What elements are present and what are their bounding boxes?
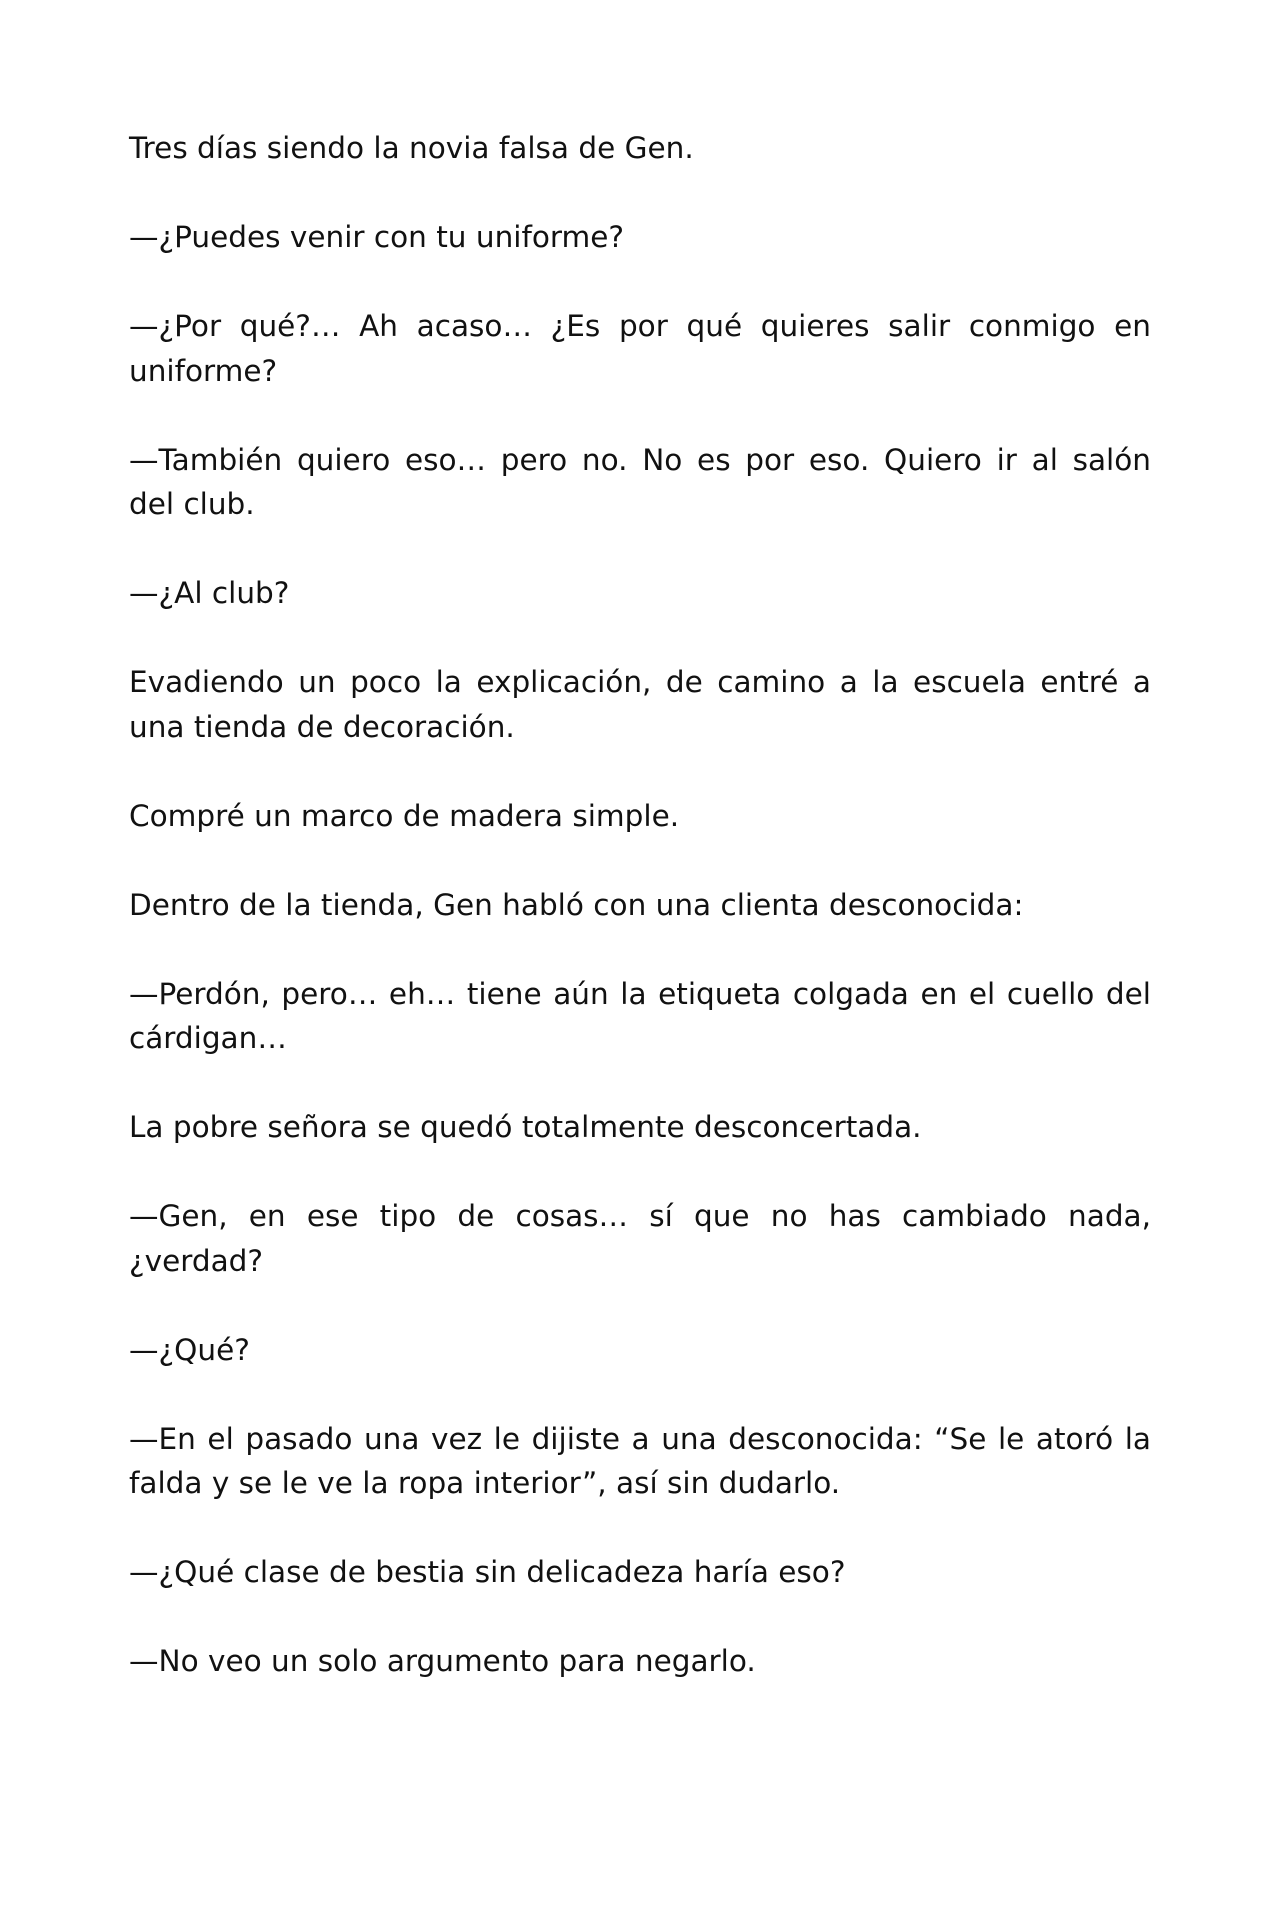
text-line: —Gen, en ese tipo de cosas… sí que no has cambiado nada,	[129, 1199, 1151, 1233]
paragraph-dialogue	[129, 438, 1151, 527]
paragraph-dialogue	[129, 1417, 1151, 1506]
paragraph-narration	[129, 126, 1151, 171]
text-line: ¿verdad?	[129, 1243, 264, 1278]
paragraph-dialogue	[129, 215, 1151, 260]
paragraph-dialogue	[129, 1194, 1151, 1283]
paragraph-narration	[129, 1105, 1151, 1150]
text-line: —¿Por qué?… Ah acaso… ¿Es por qué quieres salir conmigo en	[129, 309, 1151, 343]
text-line: Evadiendo un poco la explicación, de camino a la escuela entré a	[129, 665, 1151, 699]
text-line: —¿Qué clase de bestia sin delicadeza haría eso?	[129, 1555, 846, 1589]
text-line: una tienda de decoración.	[129, 709, 515, 744]
paragraph-dialogue	[129, 571, 1151, 616]
text-line: —También quiero eso… pero no. No es por eso. Quiero ir al salón	[129, 442, 1151, 477]
text-line: —¿Puedes venir con tu uniforme?	[129, 220, 625, 254]
text-line: La pobre señora se quedó totalmente desconcertada.	[129, 1110, 922, 1144]
paragraph-dialogue	[129, 1328, 1151, 1373]
text-line: Dentro de la tienda, Gen habló con una clienta desconocida:	[129, 887, 1024, 922]
paragraph-narration	[129, 883, 1151, 928]
paragraph-dialogue	[129, 972, 1151, 1061]
text-line: —¿Qué?	[129, 1332, 250, 1367]
paragraph-dialogue	[129, 1550, 1151, 1595]
text-line: —¿Al club?	[129, 576, 290, 610]
paragraph-dialogue	[129, 304, 1151, 393]
paragraph-dialogue	[129, 1639, 1151, 1684]
text-line: cárdigan…	[129, 1021, 287, 1055]
text-line: Tres días siendo la novia falsa de Gen.	[129, 131, 694, 165]
text-line: falda y se le ve la ropa interior”, así sin dudarlo.	[129, 1466, 841, 1500]
text-line: Compré un marco de madera simple.	[129, 798, 680, 833]
document-page	[129, 126, 1151, 1728]
text-line: del club.	[129, 487, 255, 521]
paragraph-narration	[129, 660, 1151, 749]
text-line: —No veo un solo argumento para negarlo.	[129, 1644, 756, 1678]
text-line: —En el pasado una vez le dijiste a una desconocida: “Se le atoró la	[129, 1421, 1151, 1456]
text-line: —Perdón, pero… eh… tiene aún la etiqueta colgada en el cuello del	[129, 976, 1151, 1011]
text-line: uniforme?	[129, 353, 278, 388]
paragraph-narration	[129, 794, 1151, 839]
